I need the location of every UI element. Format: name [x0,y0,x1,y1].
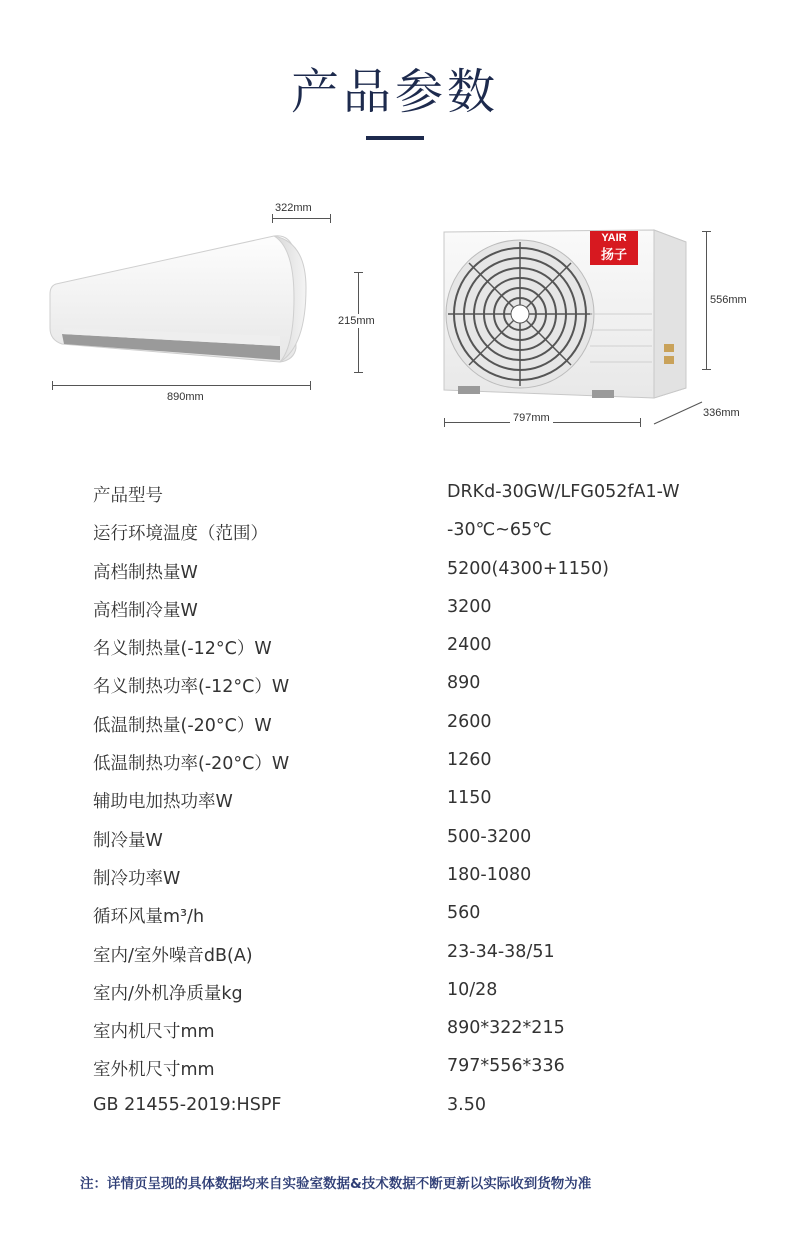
spec-row [93,708,753,746]
spec-value: 2600 [447,711,492,732]
spec-value: 890 [447,673,481,694]
outdoor-height-line [706,231,707,369]
spec-value: 3.50 [447,1094,486,1115]
spec-value: 890*322*215 [447,1018,565,1039]
tick [310,381,311,390]
spec-value: 23-34-38/51 [447,941,555,962]
tick [702,369,711,370]
spec-label: 室内/室外噪音dB(A) [93,945,253,966]
spec-label: 高档制热量W [93,562,198,583]
spec-label: 循环风量m³/h [93,907,205,928]
spec-label: 辅助电加热功率W [93,792,233,813]
brand-logo-text: YAIR [601,232,627,244]
spec-label: 制冷量W [93,830,163,851]
outdoor-depth-label: 336mm [703,407,740,419]
spec-label: 名义制热量(-12°C）W [93,639,272,660]
spec-value: 5200(4300+1150) [447,558,609,579]
spec-label: 名义制热功率(-12°C）W [93,677,290,698]
indoor-depth-line [272,218,330,219]
outdoor-unit-image [440,222,690,406]
spec-label: 室内机尺寸mm [93,1022,215,1043]
spec-row [93,631,753,669]
spec-row [93,593,753,631]
indoor-height-label: 215mm [338,315,375,327]
brand-logo-cn: 扬子 [600,247,627,262]
spec-label: 产品型号 [93,486,163,506]
spec-value: 3200 [447,596,492,617]
tick [444,418,445,427]
spec-row [93,976,753,1014]
spec-row [93,899,753,937]
spec-label: 高档制冷量W [93,600,198,621]
spec-row [93,938,753,976]
spec-row [93,823,753,861]
spec-label: 室外机尺寸mm [93,1060,215,1081]
tick [640,418,641,427]
spec-value: 180-1080 [447,864,532,885]
spec-row [93,861,753,899]
tick [702,231,711,232]
spec-value: 797*556*336 [447,1056,565,1077]
spec-value: 500-3200 [447,826,532,847]
spec-row [93,669,753,707]
spec-row [93,555,753,593]
tick [354,372,363,373]
spec-value: DRKd-30GW/LFG052fA1-W [447,482,680,502]
brand-logo [590,231,638,265]
spec-value: 560 [447,903,481,924]
spec-row [93,1052,753,1090]
spec-value: 1150 [447,788,492,809]
spec-label: 运行环境温度（范围） [93,524,268,545]
spec-row [93,478,753,516]
outdoor-height-label: 556mm [710,294,747,306]
indoor-width-label: 890mm [167,391,204,403]
spec-table [93,478,753,1129]
title-underline [366,136,424,140]
spec-row [93,746,753,784]
tick [52,381,53,390]
indoor-width-line [52,385,310,386]
outdoor-depth-line [650,398,706,428]
indoor-unit-image [44,228,314,380]
spec-label: 室内/外机净质量kg [93,983,243,1004]
page-title: 产品参数 [290,64,499,120]
spec-label: 低温制热量(-20°C）W [93,715,272,736]
spec-row [93,516,753,554]
spec-value: -30℃~65℃ [447,520,552,541]
spec-label: 低温制热功率(-20°C）W [93,754,290,775]
spec-row [93,1014,753,1052]
spec-row [93,784,753,822]
outdoor-width-label: 797mm [510,412,553,424]
tick [272,214,273,223]
spec-label: GB 21455-2019:HSPF [93,1094,282,1115]
spec-value: 1260 [447,750,492,771]
tick [354,272,363,273]
spec-row [93,1091,753,1129]
spec-label: 制冷功率W [93,868,181,889]
disclaimer-note: 注：详情页呈现的具体数据均来自实验室数据&技术数据不断更新以实际收到货物为准 [80,1176,592,1192]
spec-value: 10/28 [447,979,498,1000]
spec-value: 2400 [447,635,492,656]
indoor-depth-label: 322mm [275,202,312,214]
tick [330,214,331,223]
